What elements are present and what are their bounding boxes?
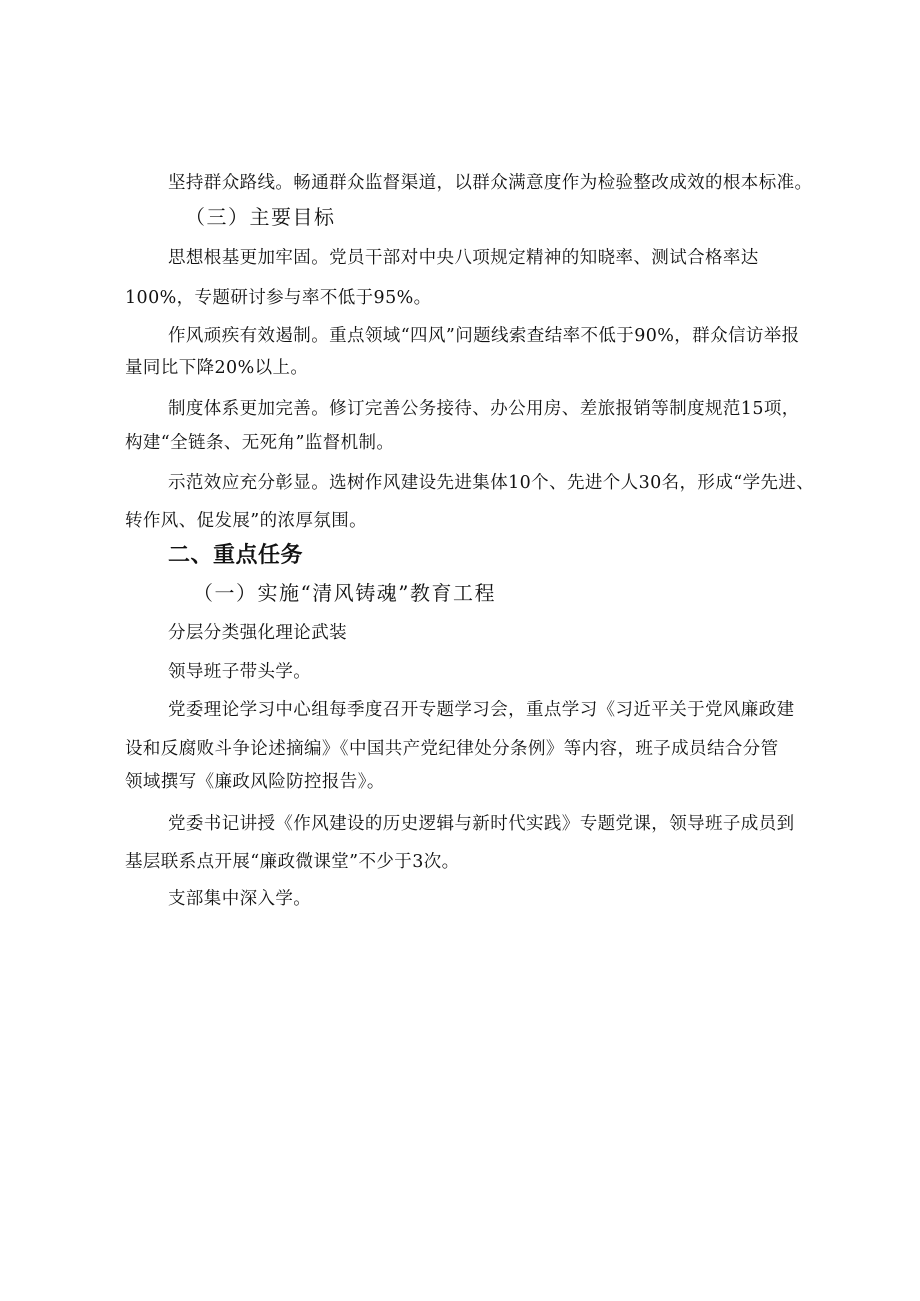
paragraph-committee-line1: 党委理论学习中心组每季度召开专题学习会，重点学习《习近平关于党风廉政建 [168, 700, 795, 720]
paragraph-secretary-line1: 党委书记讲授《作风建设的历史逻辑与新时代实践》专题党课，领导班子成员到 [168, 814, 795, 834]
paragraph-committee-line3: 领域撰写《廉政风险防控报告》。 [125, 772, 385, 792]
heading-main-goals: （三）主要目标 [185, 205, 336, 229]
paragraph-secretary-line2: 基层联系点开展“廉政微课堂”不少于3次。 [125, 852, 460, 872]
heading-key-tasks: 二、重点任务 [168, 543, 304, 568]
heading-education-project: （一）实施“清风铸魂”教育工程 [193, 581, 496, 605]
paragraph-model-line1: 示范效应充分彰显。选树作风建设先进集体10个、先进个人30名，形成“学先进、 [168, 473, 815, 493]
paragraph-mass-line: 坚持群众路线。畅通群众监督渠道，以群众满意度作为检验整改成效的根本标准。 [168, 173, 813, 193]
paragraph-ideology-line2: 100%，专题研讨参与率不低于95%。 [125, 288, 432, 308]
paragraph-ideology-line1: 思想根基更加牢固。党员干部对中央八项规定精神的知晓率、测试合格率达 [168, 248, 759, 268]
paragraph-system-line1: 制度体系更加完善。修订完善公务接待、办公用房、差旅报销等制度规范15项， [168, 399, 800, 419]
paragraph-system-line2: 构建“全链条、无死角”监督机制。 [125, 433, 395, 453]
paragraph-leaders-study: 领导班子带头学。 [168, 662, 312, 682]
paragraph-branch-study: 支部集中深入学。 [168, 889, 312, 909]
paragraph-style-line1: 作风顽疾有效遏制。重点领域“四风”问题线索查结率不低于90%，群众信访举报 [168, 326, 800, 346]
paragraph-style-line2: 量同比下降20%以上。 [125, 358, 309, 378]
paragraph-model-line2: 转作风、促发展”的浓厚氛围。 [125, 511, 368, 531]
paragraph-committee-line2: 设和反腐败斗争论述摘编》《中国共产党纪律处分条例》等内容，班子成员结合分管 [125, 739, 779, 759]
paragraph-theory: 分层分类强化理论武装 [168, 623, 347, 643]
